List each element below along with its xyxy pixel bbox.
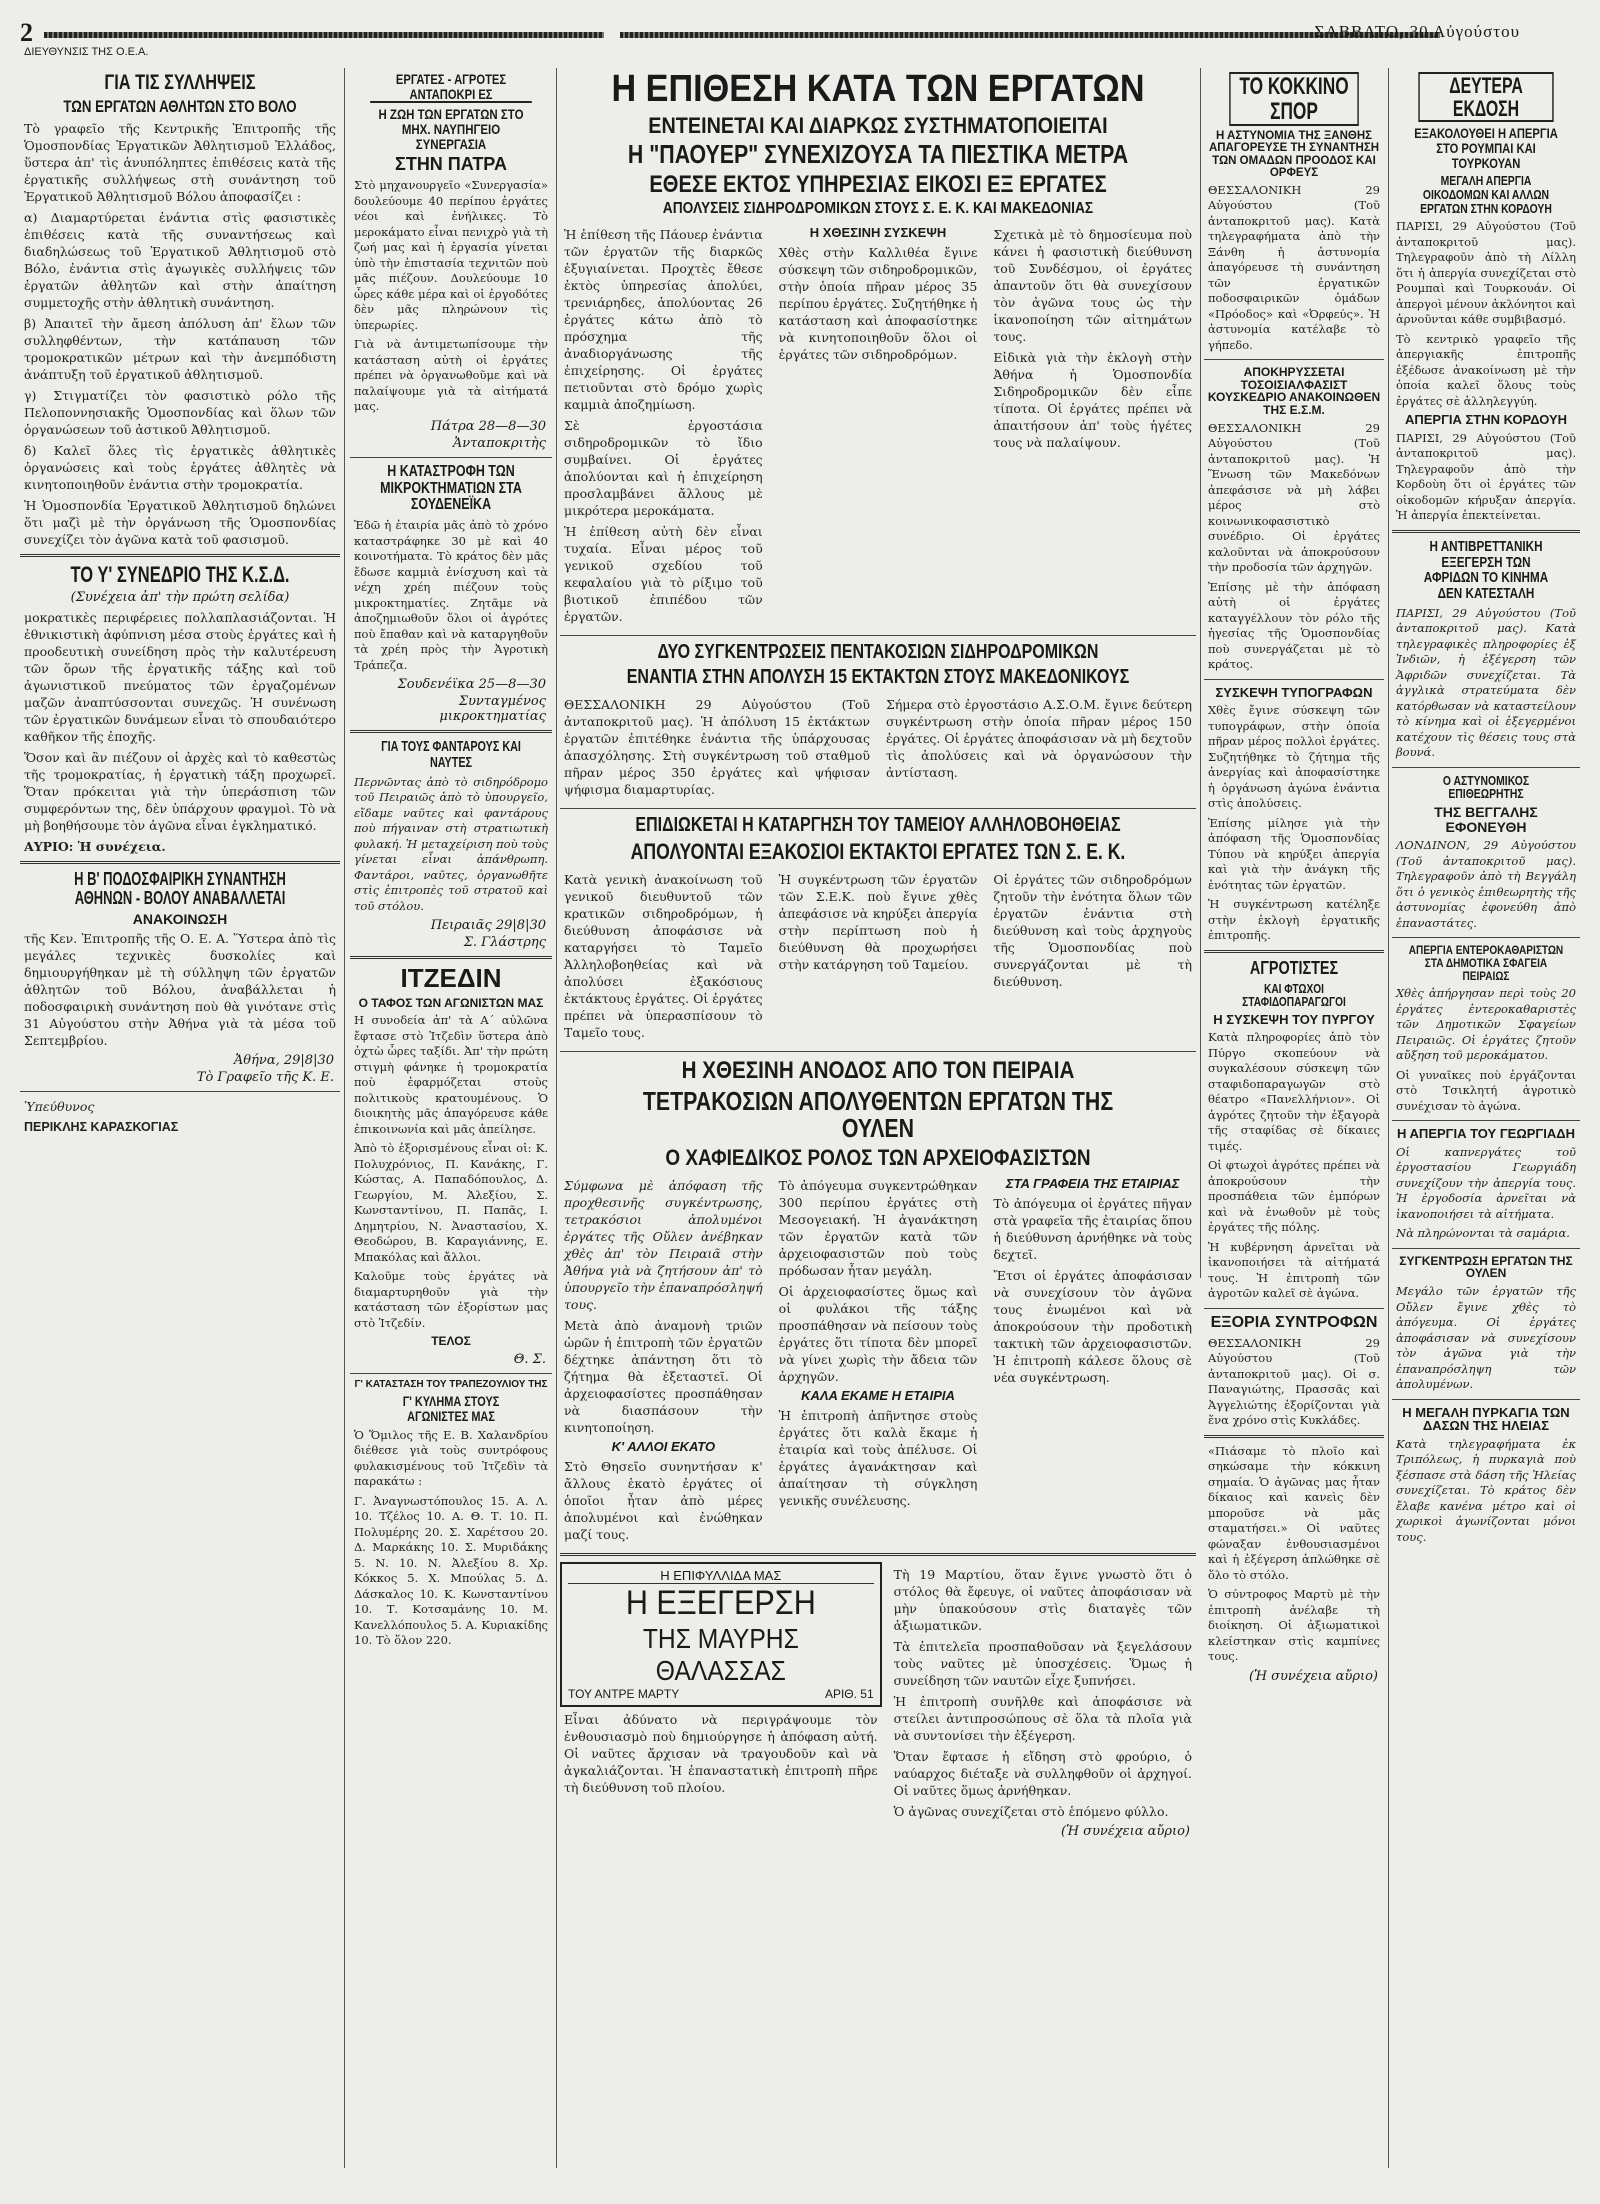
serial-text: Ὁ σύντροφος Μαρτὺ μὲ τὴν ἐπιτροπὴ ἀνέλαβε τὴ διοίκηση. Οἱ ἀξιωματικοὶ κλείστηκαν στὶς καμπίνες τους. (1208, 1587, 1380, 1664)
serial-title-2: ΤΗΣ ΜΑΥΡΗΣ ΘΑΛΑΣΣΑΣ (642, 1622, 799, 1686)
divider (1392, 1399, 1580, 1400)
signature-office: Τὸ Γραφεῖο τῆς Κ. Ε. (196, 1070, 334, 1086)
divider (560, 635, 1196, 636)
divider (1204, 1435, 1384, 1438)
article-text: Χθὲς ἔγινε σύσκεψη τῶν τυπογράφων, στὴν ὁποία πῆραν μέρος πολλοὶ ἐργάτες. Συζητήθηκε τὸ ζήτημα τῆς ἀνεργίας καὶ ἀποφασίστηκε ἡ ὀργάνωση ἀγώνα ἐνάντια στὶς ἀπολύσεις. (1208, 703, 1380, 811)
subhead-main-1: ΕΝΤΕΙΝΕΤΑΙ ΚΑΙ ΔΙΑΡΚΩΣ ΣΥΣΤΗΜΑΤΟΠΟΙΕΙΤΑΙ (648, 112, 1108, 138)
divider (1392, 1248, 1580, 1249)
article-text: μοκρατικὲς περιφέρειες πολλαπλασιάζονται. Ἡ ἐθνικιστικὴ ἀφύπνιση μέσα στοὺς ἐργάτες καὶ ἡ προοδευτικὴ συνείδηση πρὸς τὴν καλυτέρευση τῶν ὅρων τῆς ἐργατικῆς τάξης καὶ τοῦ ἀγωνιστικοῦ πνεύματος τῶν ἐργαζομένων μαζῶν ἀναπτύσσονται συνεχῶς. Ἡ συνένωση τῶν ἐργατικῶν δυνάμεων εἶναι τὸ σπουδαιότερο καθῆκον τῆς ἐποχῆς. (24, 609, 336, 744)
headline-exile: ΕΞΟΡΙΑ ΣΥΝΤΡΟΦΩΝ (1210, 1313, 1378, 1331)
article-text: ΘΕΣΣΑΛΟΝΙΚΗ 29 Αὐγούστου (Τοῦ ἀνταποκριτοῦ μας). Κατὰ τηλεγραφήματα ἀπὸ τὴν Ξάνθη ἡ ἀστυνομία ἀπαγόρευσε τὴ συνάντηση τῶν ἐργατικῶν ποδοσφαιρικῶν ὁμάδων «Πρόοδος» καὶ «Ὀρφεύς». Ἡ ἀστυνομία κατέλαβε τὸ γήπεδο. (1208, 182, 1380, 352)
kicker-fund: Γ' ΚΑΤΑΣΤΑΣΗ ΤΟΥ ΤΡΑΠΕΖΟΥΛΙΟΥ ΤΗΣ (354, 1378, 548, 1390)
signature: Πάτρα 28—8—30 (430, 418, 546, 434)
article-text: Ἡ Ὁμοσπονδία Ἐργατικοῦ Ἀθλητισμοῦ δηλώνει ὅτι μαζὶ μὲ τὴν ὀργάνωση τῆς Ὁμοσπονδίας συνεχίζει τὸν ἀγῶνα κατὰ τοῦ φασισμοῦ. (24, 497, 336, 547)
responsible-label: Ὑπεύθυνος (24, 1099, 95, 1115)
headline-georgiadis: Η ΑΠΕΡΓΙΑ ΤΟΥ ΓΕΩΡΓΙΑΔΗ (1397, 1126, 1575, 1142)
divider (1392, 767, 1580, 768)
article-text: ΛΟΝΔΙΝΟΝ, 29 Αὐγούστου (Τοῦ ἀνταποκριτοῦ μας). Τηλεγραφοῦν ἀπὸ τὴ Βεγγάλη ὅτι ὁ γενικὸς ἐπιθεωρητὴς τῆς ἀστυνομίας ἐφονεύθη ἀπὸ ἐπαναστάτες. (1396, 838, 1576, 930)
article-text: β) Ἀπαιτεῖ τὴν ἄμεση ἀπόλυση ἀπ' ἔλων τῶν συλληφθέντων, τὴν κατάπαυση τῶν τρομοκρατικῶν μέτρων καὶ τὴν ἀνεμπόδιστη ἀνάπτυξη τοῦ ἐργατικοῦ ἀθλητισμοῦ. (24, 315, 336, 382)
article-text: Χθὲς στὴν Καλλιθέα ἔγινε σύσκεψη τῶν σιδηροδρομικῶν, στὴν ὁποία πῆραν μέρος 35 περίπου ἐργάτες. Συζητήθηκε ἡ κατάσταση καὶ ἀποφασίστηκε νὰ κινητοποιηθοῦν ὅλοι οἱ ἐργάτες τῶν σιδηροδρόμων. (778, 244, 978, 362)
article-text: Οἱ γυναῖκες ποὺ ἐργάζονται στὸ Τσικλητή ἀγροτικὸ συνέχισαν τὸ ἀγώνα. (1396, 1067, 1576, 1113)
headline-railway-rallies: ΔΥΟ ΣΥΓΚΕΝΤΡΩΣΕΙΣ ΠΕΝΤΑΚΟΣΙΩΝ ΣΙΔΗΡΟΔΡΟΜΙΚΩΝ (657, 641, 1099, 664)
main-columns-piraeus (560, 1173, 1196, 1547)
subhead-main-2: Η "ΠΑΟΥΕΡ" ΣΥΝΕΧΙΖΟΥΣΑ ΤΑ ΠΙΕΣΤΙΚΑ ΜΕΤΡΑ (627, 138, 1129, 169)
headline-fund: Γ' ΚΥΛΗΜΑ ΣΤΟΥΣ ΑΓΩΝΙΣΤΕΣ ΜΑΣ (402, 1393, 500, 1424)
continued-note: (Ἡ συνέχεια αὔριο) (1249, 1668, 1378, 1684)
tomorrow-note: ΑΥΡΙΟ: Ἡ συνέχεια. (24, 838, 166, 854)
divider (350, 457, 552, 458)
article-text: Οἱ ἀρχειοφασίστες ὅμως καὶ οἱ φυλάκοι τῆς τάξης προσπάθησαν νὰ πείσουν τοὺς ἐργάτες ὅτι τίποτα δὲν μπορεῖ νὰ γίνει χωρὶς τὴν ἄδεια τῶν ἀρχηγῶν. (778, 1284, 978, 1385)
headline-arrests: ΓΙΑ ΤΙΣ ΣΥΛΛΗΨΕΙΣ (104, 71, 256, 94)
divider (20, 554, 340, 557)
headline-roubaix: ΕΞΑΚΟΛΟΥΘΕΙ Η ΑΠΕΡΓΙΑ ΣΤΟ ΡΟΥΜΠΑΙ ΚΑΙ ΤΟΥΡΚΟΥΑΝ (1414, 125, 1558, 171)
divider (20, 861, 340, 864)
column-rule (344, 68, 345, 2168)
article-text: Σχετικὰ μὲ τὸ δημοσίευμα ποὺ κάνει ἡ φασιστικὴ διεύθυνση τοῦ Συνδέσμου, οἱ ἐργάτες ἀπαντοῦν ὅτι θὰ συνεχίσουν τὸν ἀγῶνα τους ὡς τὴν ἱκανοποίηση τῶν αἰτημάτων τους. (993, 227, 1193, 345)
subhead-meeting: Η ΧΘΕΣΙΝΗ ΣΥΣΚΕΨΗ (809, 225, 947, 241)
article-text: Τὸ κεντρικὸ γραφεῖο τῆς ἀπεργιακῆς ἐπιτροπῆς ἐξέδωσε ἀνακοίνωση μὲ τὴν ὁποία καλεῖ ὅλους τοὺς ἐργάτες σὲ ἀλληλεγγύη. (1396, 331, 1576, 408)
subhead-pyrgos: Η ΣΥΣΚΕΨΗ ΤΟΥ ΠΥΡΓΟΥ (1213, 1011, 1375, 1027)
headline-forest-fire: Η ΜΕΓΑΛΗ ΠΥΡΚΑΓΙΑ ΤΩΝ ΔΑΣΩΝ ΤΗΣ ΗΛΕΙΑΣ (1402, 1404, 1570, 1434)
article-text: Μεγάλο τῶν ἐργατῶν τῆς Οὔλεν ἔγινε χθὲς τὸ ἀπόγευμα. Οἱ ἐργάτες ἀποφάσισαν νὰ συνεχίσουν τὸν ἀγῶνα γιὰ τὴν ἐπαναπρόσληψη τῶν ἀπολυμένων. (1396, 1284, 1576, 1392)
column-1 (20, 68, 340, 2168)
serial-author: ΤΟΥ ΑΝΤΡΕ ΜΑΡΤΥ (568, 1686, 680, 1701)
serial-area (560, 1562, 1196, 1841)
article-text: Στὸ μηχανουργεῖο «Συνεργασία» δουλεύουμε 40 περίπου ἐργάτες νέοι καὶ ἐνήλικες. Τὸ μεροκάματο εἶναι πενιχρὸ γιὰ τὴ ζωή μας καὶ ἡ ἐργασία γίνεται ὑπὸ τὴν ἐπιστασία τεχνιτῶν ποὺ μᾶς πιέζουν. Δουλεύουμε 10 ὧρες κάθε μέρα καὶ οἱ ἐργοδότες δὲν μᾶς πληρώνουν τὶς ὑπερωρίες. (354, 178, 548, 332)
article-text: Χθὲς ἀπήργησαν περὶ τοὺς 20 ἐργάτες ἐντεροκαθαριστὲς τῶν Δημοτικῶν Σφαγείων Πειραιῶς. Οἱ ἐργάτες ζητοῦν αὔξηση τοῦ μεροκάματου. (1396, 986, 1576, 1063)
divider (350, 1373, 552, 1374)
divider (560, 808, 1196, 809)
serial-text: Τὰ ἐπιτελεῖα προσπαθοῦσαν νὰ ξεγελάσουν τοὺς ναῦτες μὲ ὑποσχέσεις. Ὅμως ἡ συνείδηση τῶν ναυτῶν εἶχε ξυπνήσει. (893, 1638, 1192, 1688)
article-text: Εἰδικὰ γιὰ τὴν ἐκλογὴ στὴν Ἀθήνα ἡ Ὁμοσπονδία Σιδηροδρομικῶν δὲν εἶπε τίποτα. Οἱ ἐργάτες πρέπει νὰ ἀπαιτήσουν ἀπ' τοὺς ἡγέτες τους νὰ παλαίψουν. (993, 350, 1193, 451)
headline-cordoba-strike: ΑΠΕΡΓΙΑ ΣΤΗΝ ΚΟΡΔΟΥΗ (1404, 412, 1568, 428)
article-text: Σὲ ἐργοστάσια σιδηροδρομικῶν τὸ ἴδιο συμβαίνει. Οἱ ἐργάτες ἀπολύονται καὶ ἡ ἐπιχείρηση προσλαμβάνει ἄλλους μὲ μικρότερα μεροκάματα. (564, 418, 763, 519)
article-text: ΘΕΣΣΑΛΟΝΙΚΗ 29 Αὐγούστου (Τοῦ ἀνταποκριτοῦ μας). Ἡ ἀπόλυση 15 ἐκτάκτων ἐργατῶν ἐπιτέθηκε ἐνάντια τῆς ὑπάρχουσας ἀπασχόλησης. Στὴ συγκέντρωση τοῦ σταθμοῦ πῆραν μέρος 350 ἐργάτες καὶ ψήφισαν ψήφισμα διαμαρτυρίας. (564, 697, 870, 798)
headline-smallholders: Η ΚΑΤΑΣΤΡΟΦΗ ΤΩΝ ΜΙΚΡΟΚΤΗΜΑΤΙΩΝ ΣΤΑ ΣΟΥΔΕΝΕΪΚΑ (380, 462, 522, 514)
headline-shipyard: Η ΖΩΗ ΤΩΝ ΕΡΓΑΤΩΝ ΣΤΟ ΜΗΧ. ΝΑΥΠΗΓΕΙΟ ΣΥΝΕΡΓΑΣΙΑ (378, 106, 524, 152)
article-text: Ἡ συγκέντρωση τῶν ἐργατῶν τῶν Σ.Ε.Κ. ποὺ ἔγινε χθὲς ἀπεφάσισε νὰ κηρύξει ἀπεργία στὴν περίπτωση ποὺ ἡ διεύθυνση θὰ προχωρήσει στὴν κατάργηση τοῦ Ταμείου. (778, 872, 978, 973)
article-text: Ἀπὸ τὸ ἐξορισμένους εἶναι οἱ: Κ. Πολυχρόνιος, Π. Κανάκης, Γ. Κώστας, Α. Παπαδόπουλος, Δ. Γεωργίου, Μ. Ἀλεξίου, Σ. Κωνσταντίνου, Π. Παπᾶς, Ι. Δημητρίου, Ν. Ἀναστασίου, Χ. Θεοδώρου, Β. Καραγιάννης, Ε. Μπακόλας καὶ ἄλλοι. (354, 1141, 548, 1264)
main-columns-top (560, 222, 1196, 629)
article-text: ΠΑΡΙΣΙ, 29 Αὐγούστου (Τοῦ ἀνταποκριτοῦ μας). Τηλεγραφοῦν ἀπὸ τὴ Λίλλη ὅτι ἡ ἀπεργία συνεχίζεται στὸ Ρουμπαὶ καὶ Τουρκουάν. Οἱ ἀπεργοὶ μένουν ἀκλόνητοι καὶ ἀρνοῦνται κάθε συμβιβασμό. (1396, 219, 1576, 327)
headline-denounced: ΑΠΟΚΗΡΥΣΣΕΤΑΙ ΤΟΣΟΙΣΙΑΛΦΑΣΙΣΤ ΚΟΥΣΚΕΔΡΙΟ ΑΝΑΚΟΙΝΩΘΕΝ ΤΗΣ Ε.Σ.Μ. (1207, 365, 1381, 417)
article-text: Νὰ πληρώνονται τὰ σαμάρια. (1396, 1226, 1570, 1241)
article-text: Τὸ ἀπόγευμα οἱ ἐργάτες πῆγαν στὰ γραφεῖα τῆς ἐταιρίας ὅπου ἡ διεύθυνση ἀρνήθηκε νὰ τοὺς δεχτεῖ. (993, 1195, 1193, 1262)
header-rule-left (44, 32, 604, 38)
kicker-correspondence: ΕΡΓΑΤΕΣ - ΑΓΡΟΤΕΣ ΑΝΤΑΠΟΚΡΙ ΕΣ (370, 72, 532, 103)
article-text: Σύμφωνα μὲ ἀπόφαση τῆς προχθεσινῆς συγκέντρωσης, τετρακόσιοι ἀπολυμένοι ἐργάτες τῆς Οὔλεν ἀνέβηκαν χθὲς ἀπ' τὸν Πειραιᾶ στὴν Ἀθήνα γιὰ νὰ ζητήσουν ἀπ' τὸ ὑπουργεῖο τὴν ἐπαναπρόσληψή τους. (564, 1178, 763, 1313)
signature: Ἀνταποκριτὴς (452, 435, 546, 451)
subhead-main-3: ΕΘΕΣΕ ΕΚΤΟΣ ΥΠΗΡΕΣΙΑΣ ΕΙΚΟΣΙ ΕΞ ΕΡΓΑΤΕΣ (649, 171, 1107, 199)
article-text: Ἡ συγκέντρωση κατέληξε στὴν ἐκλογὴ ἐργατικῆς ἐπιτροπῆς. (1208, 897, 1380, 943)
headline-itzedin: ΙΤΖΕΔΙΝ (400, 963, 502, 994)
article-text: Οἱ καπνεργάτες τοῦ ἐργοστασίου Γεωργιάδη συνεχίζουν τὴν ἀπεργία τους. Ἡ ἐργοδοσία ἀρνεῖται νὰ ἱκανοποιήσει τὰ αἰτήματα. (1396, 1144, 1576, 1221)
subhead-railway-rallies: ΕΝΑΝΤΙΑ ΣΤΗΝ ΑΠΟΛΥΣΗ 15 ΕΚΤΑΚΤΩΝ ΣΤΟΥΣ ΜΑΚΕΔΟΝΙΚΟΥΣ (626, 666, 1130, 689)
headline-fund-abolition: ΕΠΙΔΙΩΚΕΤΑΙ Η ΚΑΤΑΡΓΗΣΗ ΤΟΥ ΤΑΜΕΙΟΥ ΑΛΛΗΛΟΒΟΗΘΕΙΑΣ (635, 814, 1121, 837)
subhead-main-4: ΑΠΟΛΥΣΕΙΣ ΣΙΔΗΡΟΔΡΟΜΙΚΩΝ ΣΤΟΥΣ Σ. Ε. Κ. ΚΑΙ ΜΑΚΕΔΟΝΙΑΣ (662, 200, 1094, 218)
main-columns-lower (560, 867, 1196, 1045)
headline-inspector: Ο ΑΣΤΥΝΟΜΙΚΟΣ ΕΠΙΘΕΩΡΗΤΗΣ (1442, 772, 1530, 802)
article-text: Κατὰ γενικὴ ἀνακοίνωση τοῦ γενικοῦ διευθυντοῦ τῶν κρατικῶν σιδηροδρόμων, ἡ διεύθυνση ἀποφάσισε νὰ καταργήσει τὸ Ταμεῖο Ἀλληλοβοηθείας καὶ νὰ ἀπολύσει ἐξακόσιους ἐκτάκτους ἐργάτες. Οἱ ἐργάτες πρέπει νὰ ὑπερασπίσουν τὸ Ταμεῖο τους. (564, 872, 763, 1041)
divider (20, 1091, 340, 1092)
article-text: Ἡ κυβέρνηση ἀρνεῖται νὰ ἱκανοποιήσει τὰ αἰτήματά τους. Ἡ ἐπιτροπὴ τῶν ἀγροτῶν καλεῖ σὲ ἀγώνα. (1208, 1239, 1380, 1301)
subhead-company: ΚΑΛΑ ΕΚΑΜΕ Η ΕΤΑΙΡΙΑ (801, 1388, 955, 1404)
serial-text: «Πιάσαμε τὸ πλοῖο καὶ σηκώσαμε τὴν κόκκινη σημαία. Ὁ ἀγῶνας μας ἦταν δίκαιος καὶ κανεὶς δὲν μποροῦσε νὰ μᾶς σταματήσει.» Οἱ ναῦτες φώναξαν ἐνθουσιασμένοι καὶ ἡ ἐξέγερση ἁπλώθηκε σὲ ὅλο τὸ στόλο. (1208, 1443, 1380, 1582)
announcement-label: ΑΝΑΚΟΙΝΩΣΗ (132, 910, 228, 927)
article-text: Η συνοδεία ἀπ' τὰ Α΄ αὐλῶνα ἔφτασε στὸ Ἰτζεδὶν ὕστερα ἀπὸ ὀχτὼ ὧρες ταξίδι. Ἀπ' τὴν πρώτη στιγμὴ φάνηκε ἡ τρομοκρατία ποὺ ἐφαρμόζεται στοὺς πολιτικοὺς κρατουμένους. Ὁ διοικητὴς μᾶς ἀπαγόρευσε κάθε ἐπικοινωνία καὶ μᾶς ἀπείλησε. (354, 1013, 548, 1136)
divider (350, 730, 552, 733)
main-columns-mid (560, 692, 1196, 802)
serial-number: ΑΡΙΘ. 51 (824, 1686, 874, 1701)
headline-farmers: ΑΓΡΟΤΙΣΤΕΣ (1249, 957, 1339, 978)
article-text: ΠΑΡΙΣΙ, 29 Αὐγούστου (Τοῦ ἀνταποκριτοῦ μας). Τηλεγραφοῦν ἀπὸ τὴν Κορδοὺη ὅτι οἱ ἐργάτες τῶν οἰκοδομῶν κήρυξαν ἀπεργία. Ἡ ἀπεργία ἐπεκτείνεται. (1396, 430, 1576, 523)
column-rule (1388, 68, 1389, 2168)
column-rule (556, 68, 557, 2168)
subhead-cordoba: ΜΕΓΑΛΗ ΑΠΕΡΓΙΑ ΟΙΚΟΔΟΜΩΝ ΚΑΙ ΑΛΛΩΝ ΕΡΓΑΤΩΝ ΣΤΗΝ ΚΟΡΔΟΥΗ (1420, 173, 1552, 216)
divider (1392, 937, 1580, 938)
donation-list: Γ. Ἀναγνωστόπουλος 15. Α. Λ. 10. Τζέλος 10. Α. Θ. Τ. 10. Π. Πολυμέρης 20. Σ. Χαρέτσου 20. Δ. Μαρκάκης 10. Σ. Μυριδάκης 5. Ν. 10. Ν. Ἀλεξίου 8. Χρ. Κόκκος 5. Χ. Μπούλας 5. Δ. Δάσκαλος 10. Κ. Κωνσταντίνου 10. Τ. Κοτσαμάνης 10. Μ. Κανελλόπουλος 5. Α. Κυριακίδης 10. Τὸ ὅλον 220. (354, 1493, 548, 1648)
article-text: Κατὰ πληροφορίες ἀπὸ τὸν Πύργο σκοπεύουν νὰ συγκαλέσουν σύσκεψη τῶν σταφιδοπαραγωγῶν στὸ θέατρο «Πανελλήνιον». Οἱ ἀγρότες ζητοῦν τὴν ἐξαγορὰ τῆς σταφίδας σὲ δίκαιες τιμές. (1208, 1030, 1380, 1153)
signature: Σ. Γλάστρης (463, 935, 546, 951)
section-label: ΔΙΕΥΘΥΝΣΙΣ ΤΗΣ Ο.Ε.Α. (24, 46, 149, 58)
subhead-xanthi: Η ΑΣΤΥΝΟΜΙΑ ΤΗΣ ΞΑΝΘΗΣ ΑΠΑΓΟΡΕΥΣΕ ΤΗ ΣΥΝΑΝΤΗΣΗ ΤΩΝ ΟΜΑΔΩΝ ΠΡΟΟΔΟΣ ΚΑΙ ΟΡΦΕΥΣ (1208, 130, 1380, 179)
headline-congress: ΤΟ Υ' ΣΥΝΕΔΡΙΟ ΤΗΣ Κ.Σ.Δ. (70, 561, 290, 587)
subhead-fund-abolition: ΑΠΟΛΥΟΝΤΑΙ ΕΞΑΚΟΣΙΟΙ ΕΚΤΑΚΤΟΙ ΕΡΓΑΤΕΣ ΤΩΝ Σ. Ε. Κ. (630, 839, 1126, 865)
headline-afridi: Η ΑΝΤΙΒΡΕΤΤΑΝΙΚΗ ΕΞΕΓΕΡΣΗ ΤΩΝ ΑΦΡΙΔΩΝ ΤΟ ΚΙΝΗΜΑ ΔΕΝ ΚΑΤΕΣΤΑΛΗ (1423, 537, 1549, 603)
article-text: Ὅσον καὶ ἂν πιέζουν οἱ ἀρχὲς καὶ τὸ καθεστὼς τῆς τρομοκρατίας, ἡ ἐργατικὴ τάξη προχωρεῖ. Ὅταν πρόκειται γιὰ τὴν ὑπεράσπιση τῶν συμφερόντων της, δὲν ὑπάρχουν φραγμοὶ. Τὸ νὰ μὴ βοηθήσουμε τὸν ἀγῶνα εἶναι ἐγκληματικό. (24, 749, 336, 833)
serial-title-box (560, 1562, 882, 1707)
divider (1204, 950, 1384, 953)
headline-patra: ΣΤΗΝ ΠΑΤΡΑ (395, 154, 507, 175)
article-text: Οἱ ἐργάτες τῶν σιδηροδρόμων ζητοῦν τὴν ἐνότητα ὅλων τῶν ἐργατῶν ἐνάντια στὴ διεύθυνση καὶ τοὺς ἀρχηγοὺς τῆς Ὁμοσπονδίας ποὺ συνεργάζονται μὲ τὴ διεύθυνση. (993, 872, 1193, 990)
continued-note: (Ἡ συνέχεια αὔριο) (1061, 1823, 1190, 1839)
article-text: τῆς Κεν. Ἐπιτροπῆς τῆς Ο. Ε. Α. Ὕστερα ἀπὸ τὶς μεγάλες τεχνικὲς δυσκολίες καὶ δημιουργήθηκαν μὲ τὴ σύλληψη τῶν ἐργατῶν ἀθλητῶν τοῦ Βόλου, ἀναβάλλεται ἡ ποδοσφαιρικὴ συνάντηση ποὺ θὰ γινότανε στὶς 31 Αὐγούστου στὴν Ἀθήνα γιὰ τὰ μέσα τοῦ Σεπτεμβρίου. (24, 931, 336, 1049)
subhead-piraeus-2: Ο ΧΑΦΙΕΔΙΚΟΣ ΡΟΛΟΣ ΤΩΝ ΑΡΧΕΙΟΦΑΣΙΣΤΩΝ (665, 1145, 1091, 1171)
article-text: Σήμερα στὸ ἐργοστάσιο Α.Σ.Ο.Μ. ἔγινε δεύτερη συγκέντρωση στὴν ὁποία πῆραν μέρος 150 ἐργάτες. Οἱ ἐργάτες ἀποφάσισαν νὰ μὴ δεχτοῦν τὶς ἀπολύσεις καὶ νὰ ὀργανώσουν τὴν ἀντίσταση. (886, 697, 1192, 781)
article-text: ΘΕΣΣΑΛΟΝΙΚΗ 29 Αὐγούστου (Τοῦ ἀνταποκριτοῦ μας). Ἡ Ἕνωση τῶν Μακεδόνων ἀπεφάσισε νὰ μὴ λάβει μέρος στὸ κοινωνικοφασιστικὸ συνέδριο. Οἱ ἐργάτες καλοῦνται νὰ ἀποκρούσουν τὴν προδοσία τῶν ἀρχηγῶν. (1208, 420, 1380, 574)
subhead-piraeus-1: ΤΕΤΡΑΚΟΣΙΩΝ ΑΠΟΛΥΘΕΝΤΩΝ ΕΡΓΑΤΩΝ ΤΗΣ ΟΥΛΕΝ (642, 1085, 1114, 1143)
article-text: Ἡ ἐπίθεση τῆς Πάουερ ἐνάντια τῶν ἐργατῶν τῆς διαρκῶς ἐξυγιαίνεται. Προχτὲς ἔθεσε ἐκτὸς ὑπηρεσίας ἀπολύει, τρενιάρηδες, ἀπολύοντας 26 ἐργάτες κάτω ἀπὸ τὸ πρόσχημα τῆς ἀναδιοργάνωσης τῆς ἐπιχείρησης. Οἱ ἐργάτες πετιοῦνται στὸ δρόμο χωρὶς καμμιὰ ἀποζημίωση. (564, 227, 763, 413)
subhead-arrests: ΤΩΝ ΕΡΓΑΤΩΝ ΑΘΛΗΤΩΝ ΣΤΟ ΒΟΛΟ (63, 97, 297, 117)
responsible-name: ΠΕΡΙΚΛΗΣ ΚΑΡΑΣΚΟΓΙΑΣ (24, 1120, 179, 1135)
end-mark: ΤΕΛΟΣ (431, 1334, 471, 1349)
column-2 (350, 68, 552, 2168)
article-text: Ἐπίσης μὲ τὴν ἀπόφαση αὐτὴ οἱ ἐργάτες καταγγέλλουν τὸν ρόλο τῆς ἡγεσίας τῆς Ὁμοσπονδίας ποὺ συνεργάζεται μὲ τὸ κράτος. (1208, 579, 1380, 671)
subhead-offices: ΣΤΑ ΓΡΑΦΕΙΑ ΤΗΣ ΕΤΑΙΡΙΑΣ (1005, 1176, 1180, 1192)
article-text: Ἔτσι οἱ ἐργάτες ἀποφάσισαν νὰ συνεχίσουν τὸν ἀγῶνα τους ἐνωμένοι καὶ νὰ ἀποκρούσουν τὴν προδοτικὴ τακτικὴ τῶν ἀρχειοφασιστῶν. Ἡ ἐπιτροπὴ κάλεσε ὅλους σὲ νέα συγκέντρωση. (993, 1267, 1193, 1385)
headline-slaughterhouse: ΑΠΕΡΓΙΑ ΕΝΤΕΡΟΚΑΘΑΡΙΣΤΩΝ ΣΤΑ ΔΗΜΟΤΙΚΑ ΣΦΑΓΕΙΑ ΠΕΙΡΑΙΩΣ (1408, 943, 1564, 983)
divider (1204, 1308, 1384, 1309)
article-text: δ) Καλεῖ ὅλες τὶς ἐργατικὲς ἀθλητικὲς ὀργανώσεις καὶ τοὺς ἐργάτες ἀθλητὲς νὰ κινητοποιηθοῦν ἐνάντια στὴν τρομοκρατία. (24, 442, 336, 492)
signature: Συνταγμένος μικροκτηματίας (439, 694, 546, 725)
divider (1204, 359, 1384, 360)
headline-red-sport: ΤΟ ΚΟΚΚΙΝΟ ΣΠΟΡ (1229, 72, 1359, 126)
article-text: Γιὰ νὰ ἀντιμετωπίσουμε τὴν κατάσταση αὐτὴ οἱ ἐργάτες πρέπει νὰ ὀργανωθοῦμε καὶ νὰ παλαίψουμε γιὰ τὰ αἰτήματά μας. (354, 337, 548, 414)
serial-text: Ἡ ἐπιτροπὴ συνῆλθε καὶ ἀποφάσισε νὰ στείλει ἀντιπροσώπους σὲ ὅλα τὰ πλοῖα γιὰ νὰ συντονίσει τὴν ἐξέγερση. (893, 1693, 1192, 1743)
main-story-area (560, 68, 1196, 2168)
divider (1204, 679, 1384, 680)
page-header (20, 18, 1580, 64)
serial-text: Ὁ ἀγῶνας συνεχίζεται στὸ ἑπόμενο φύλλο. (893, 1803, 1169, 1819)
page-number: 2 (20, 18, 33, 47)
article-text: Ἡ ἐπιτροπὴ ἀπῆντησε στοὺς ἐργάτες ὅτι καλὰ ἔκαμε ἡ ἐταιρία καὶ τοὺς ἀπέλυσε. Οἱ ἐργάτες ἀγανάκτησαν καὶ ἀπαίτησαν τὴ σύγκληση γενικῆς συνέλευσης. (778, 1407, 978, 1508)
divider (1392, 1120, 1580, 1121)
issue-date: ΣΑΒΒΑΤΟ, 30 Αὐγούστου (1314, 22, 1520, 41)
serial-title-1: Η ΕΞΕΓΕΡΣΗ (625, 1583, 816, 1622)
divider (350, 956, 552, 959)
column-5 (1204, 68, 1384, 2168)
signature: Σουδενέϊκα 25—8—30 (397, 677, 546, 693)
serial-text: Ὅταν ἔφτασε ἡ εἴδηση στὸ φρούριο, ὁ ναύαρχος διέταξε νὰ συλληφθοῦν οἱ ἀρχηγοί. Οἱ ναῦτες ὅμως ἀρνήθηκαν. (893, 1748, 1192, 1798)
subhead-itzedin: Ο ΤΑΦΟΣ ΤΩΝ ΑΓΩΝΙΣΤΩΝ ΜΑΣ (358, 995, 544, 1010)
headline-second-edition: ΔΕΥΤΕΡΑ ΕΚΔΟΣΗ (1418, 72, 1553, 122)
article-text: Στὸ Θησεῖο συνηντήσαν κ' ἄλλους ἑκατὸ ἐργάτες οἱ ὁποῖοι ἦταν ἀπὸ μέρες ἀπολυμένοι καὶ ἐνώθηκαν μαζί τους. (564, 1458, 763, 1542)
headline-piraeus: Η ΧΘΕΣΙΝΗ ΑΝΟΔΟΣ ΑΠΟ ΤΟΝ ΠΕΙΡΑΙΑ (681, 1057, 1075, 1085)
article-text: Ἐπίσης μίλησε γιὰ τὴν ἀπόφαση τῆς Ὁμοσπονδίας Τύπου νὰ κηρύξει ἀπεργία καὶ γιὰ τὴν ἀνάγκη τῆς ἑνότητας τῶν ἐργατῶν. (1208, 815, 1380, 892)
article-text: Ὁ Ὅμιλος τῆς Ε. Β. Χαλανδρίου διέθεσε γιὰ τοὺς συντρόφους φυλακισμένους τοῦ Ἰτζεδὶν τὰ παρακάτω : (354, 1427, 548, 1489)
subhead-bengal: ΤΗΣ ΒΕΓΓΑΛΗΣ ΕΦΟΝΕΥΘΗ (1434, 804, 1538, 835)
article-text: γ) Στιγματίζει τὸν φασιστικὸ ρόλο τῆς Πελοποννησιακῆς Ὁμοσπονδίας καὶ ὅλων τῶν ὀργανώσεων τοῦ ἀστικοῦ Ἀθλητισμοῦ. (24, 387, 336, 437)
article-text: Οἱ φτωχοὶ ἀγρότες πρέπει νὰ ἀποκρούσουν τὴν προσπάθεια τῶν ἐμπόρων καὶ νὰ ἑνωθοῦν μὲ τοὺς ἐργάτες τῆς πόλης. (1208, 1158, 1380, 1235)
article-text: Ἐδῶ ἡ ἐταιρία μᾶς ἀπὸ τὸ χρόνο καταστράφηκε 30 μὲ καὶ 40 κοινοτήματα. Τὸ κράτος δὲν μᾶς ἔδωσε καμμιὰ ἐνίσχυση καὶ τὰ νέχη χρέη πιέζουν τοὺς μικροκτηματίες. Ζητᾶμε νὰ ἀποζημιωθοῦν ὅλοι οἱ ἀγρότες ποὺ ἔπαθαν καὶ νὰ καταργηθοῦν τὰ χρέη πρὸς τὴν Ἀγροτικὴ Τράπεζα. (354, 518, 548, 672)
article-text: Κατὰ τηλεγραφήματα ἐκ Τριπόλεως, ἡ πυρκαγιὰ ποὺ ξέσπασε στὰ δάση τῆς Ἠλείας συνεχίζεται. Τὸ κράτος δὲν ἔλαβε κανένα μέτρο καὶ οἱ χωρικοὶ ἀγωνίζονται μόνοι τους. (1396, 1436, 1576, 1544)
article-text: Περνῶντας ἀπὸ τὸ σιδηρόδρομο τοῦ Πειραιῶς ἀπὸ τὸ ὑπουργεῖο, εἴδαμε ναῦτες καὶ φαντάρους ποὺ πήγαιναν στὴ στρατιωτικὴ φυλακή. Ἡ μεταχείριση ποὺ τοὺς γίνεται εἶναι ἀπάνθρωπη. Φαντάροι, ναῦτες, ὀργανωθῆτε στὶς ἐπιτροπὲς τοῦ στρατοῦ καὶ τοῦ στόλου. (354, 774, 548, 913)
divider (560, 1553, 1196, 1556)
headline-football: Η Β' ΠΟΔΟΣΦΑΙΡΙΚΗ ΣΥΝΑΝΤΗΣΗ ΑΘΗΝΩΝ - ΒΟΛΟΥ ΑΝΑΒΑΛΛΕΤΑΙ (74, 868, 286, 908)
article-text: ΘΕΣΣΑΛΟΝΙΚΗ 29 Αὐγούστου (Τοῦ ἀνταποκριτοῦ μας). Οἱ σ. Παναγιώτης, Πρασσᾶς καὶ Ἀγγελιώτης ἐξορίζονται γιὰ ἕνα χρόνο στὶς Κυκλάδες. (1208, 1335, 1380, 1428)
article-text: Μετὰ ἀπὸ ἀναμονὴ τριῶν ὡρῶν ἡ ἐπιτροπὴ τῶν ἐργατῶν δέχτηκε ἀπάντηση ὅτι τὸ ζήτημα θὰ ἐξεταστεῖ. Οἱ ἀρχειοφασίστες προσπάθησαν νὰ διασπάσουν τὴν κινητοποίηση. (564, 1318, 763, 1436)
article-text: Καλοῦμε τοὺς ἐργάτες νὰ διαμαρτυρηθοῦν γιὰ τὴν κατάσταση τῶν ἐξορίστων μας στὸ Ἰτζεδίν. (354, 1269, 548, 1330)
signature: Πειραιᾶς 29|8|30 (430, 918, 546, 934)
serial-text: Τὴ 19 Μαρτίου, ὅταν ἔγινε γνωστὸ ὅτι ὁ στόλος θὰ ἔφευγε, οἱ ναῦτες ἀποφάσισαν νὰ μὴν ὑπακούσουν στὶς διαταγὲς τῶν ἀξιωματικῶν. (893, 1566, 1192, 1633)
divider (1392, 530, 1580, 533)
divider (560, 1051, 1196, 1052)
signature-date: Ἀθήνα, 29|8|30 (233, 1053, 334, 1069)
headline-soldiers: ΓΙΑ ΤΟΥΣ ΦΑΝΤΑΡΟΥΣ ΚΑΙ ΝΑΥΤΕΣ (381, 738, 521, 771)
continued-note: (Συνέχεια ἀπ' τὴν πρώτη σελίδα) (70, 589, 290, 605)
headline-typographers: ΣΥΣΚΕΨΗ ΤΥΠΟΓΡΑΦΩΝ (1215, 684, 1373, 700)
column-6 (1392, 68, 1580, 2168)
subhead-hundred: Κ' ΑΛΛΟΙ ΕΚΑΤΟ (611, 1439, 716, 1455)
article-text: ΠΑΡΙΣΙ, 29 Αὐγούστου (Τοῦ ἀνταποκριτοῦ μας). Κατὰ τηλεγραφικὲς πληροφορίες ἐξ Ἰνδιῶν, ἡ ἐξέγερση τῶν Ἀφριδῶν συνεχίζεται. Τὰ ἀγγλικὰ στρατεύματα δὲν κατόρθωσαν νὰ καταστείλουν τὸ κίνημα καὶ οἱ ἐξεγερμένοι κατέχουν τὶς θέσεις τους στὰ βουνά. (1396, 605, 1576, 760)
headline-ulen-meeting: ΣΥΓΚΕΝΤΡΩΣΗ ΕΡΓΑΤΩΝ ΤΗΣ ΟΥΛΕΝ (1399, 1253, 1573, 1281)
serial-text: Εἶναι ἀδύνατο νὰ περιγράψουμε τὸν ἐνθουσιασμὸ ποὺ δημιούργησε ἡ ἀπόφαση αὐτή. Οἱ ναῦτες ἄρχισαν νὰ τραγουδοῦν καὶ νὰ ἀγκαλιάζονται. Ἡ ἐπαναστατικὴ ἐπιτροπὴ πῆρε τὴ διεύθυνση τοῦ πλοίου. (564, 1711, 878, 1795)
subhead-farmers: ΚΑΙ ΦΤΩΧΟΙ ΣΤΑΦΙΔΟΠΑΡΑΓΩΓΟΙ (1242, 980, 1346, 1010)
article-text: Τὸ ἀπόγευμα συγκεντρώθηκαν 300 περίπου ἐργάτες στὴ Μεσογειακή. Ἡ ἀγανάκτηση τῶν ἐργατῶν κατὰ τῶν ἀρχειοφασιστῶν ποὺ τοὺς πρόδωσαν ἦταν μεγάλη. (778, 1178, 978, 1279)
article-text: Τὸ γραφεῖο τῆς Κεντρικῆς Ἐπιτροπῆς τῆς Ὁμοσπονδίας Ἐργατικῶν Ἀθλητισμοῦ Ἑλλάδος, ὕστερα ἀπ' τὶς ἀνυπόληπτες ἐπιθέσεις κατὰ τῆς ἐργατικῆς συλλήψεως στὴ συνάντηση τοῦ Ἐργατικοῦ Ἀθλητισμοῦ Βόλου ἀποφασίζει : (24, 120, 336, 204)
column-rule (1200, 68, 1201, 1278)
article-text: α) Διαμαρτύρεται ἐνάντια στὶς φασιστικὲς ἐπιθέσεις κατὰ τῆς συναντήσεως καὶ διαδηλώσεως τοῦ Ἐργατικοῦ Ἀθλητισμοῦ στὸ Βόλο, ἐνάντια στὶς ἀγωγικὲς συλλήψεις τῶν ἐργατῶν ἀθλητῶν καὶ στὴν ἀπαίτηση συμμετοχῆς στὴν ἀθλητικὴ συνάντηση. (24, 209, 336, 310)
headline-main: Η ΕΠΙΘΕΣΗ ΚΑΤΑ ΤΩΝ ΕΡΓΑΤΩΝ (611, 68, 1145, 110)
signature: Θ. Σ. (513, 1351, 546, 1367)
serial-kicker: Η ΕΠΙΦΥΛΛΙΔΑ ΜΑΣ (568, 1568, 874, 1584)
article-text: Ἡ ἐπίθεση αὐτὴ δὲν εἶναι τυχαία. Εἶναι μέρος τοῦ γενικοῦ σχεδίου τοῦ κεφαλαίου γιὰ τὸ ρίξιμο τοῦ βιοτικοῦ ἐπιπέδου τῶν ἐργατῶν. (564, 524, 763, 625)
